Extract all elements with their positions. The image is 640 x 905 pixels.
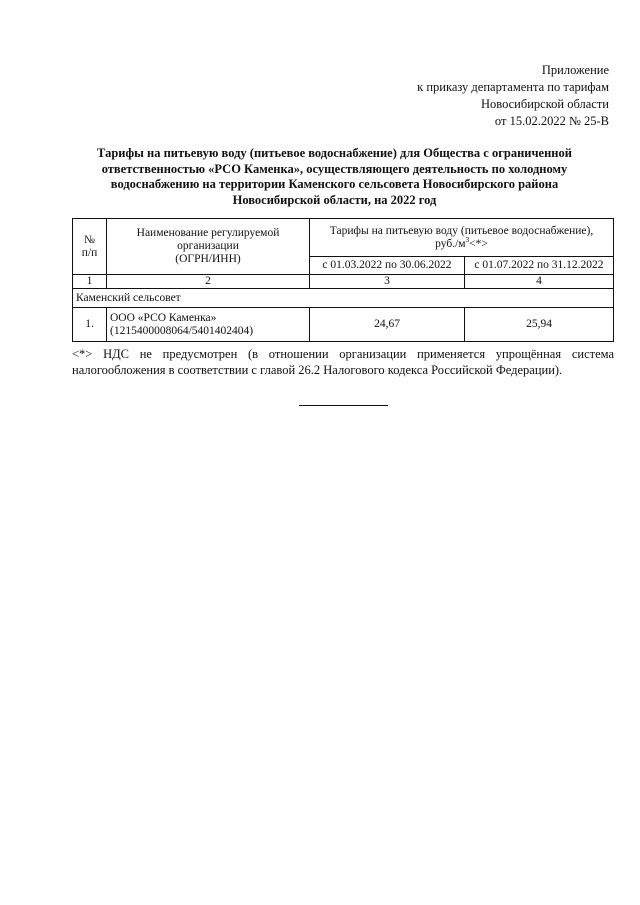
column-number: 4 [465,275,614,289]
tariffs-table [72,218,614,342]
row-tariff-period-2: 25,94 [465,308,614,342]
row-organization [107,308,310,342]
appendix-label: Приложение [541,63,609,77]
title-line: Новосибирской области, на 2022 год [232,192,437,207]
appendix-header [417,62,609,130]
footnote: <*> НДС не предусмотрен (в отношении организации применяется упрощённая система налогообложения в соответствии с главой 26.2 Налогового кодекса Российской Федерации). [72,347,614,377]
table-column-numbers-row [73,275,614,289]
unit-superscript: 3 [465,235,470,244]
column-number: 1 [73,275,107,289]
header-number-abbr: п/п [81,246,98,259]
organization-ids: (1215400008064/5401402404) [110,324,254,337]
title-line: Тарифы на питьевую воду (питьевое водоснабжение) для Общества с ограниченной [97,146,572,160]
appendix-region: Новосибирской области [480,97,609,111]
section-label: Каменский сельсовет [73,289,614,308]
unit-text: руб./м [435,237,466,250]
document-title [72,146,597,208]
title-line: ответственностью «РСО Каменка», осуществляющего деятельность по холодному [101,161,568,176]
header-organization-line: (ОГРН/ИНН) [175,253,241,265]
table-row [73,308,614,342]
end-divider [299,405,388,406]
table-header-row [73,219,614,257]
header-tariffs [310,219,614,257]
row-number: 1. [73,308,107,342]
footnote-ref: <*> [469,237,488,250]
header-number [73,219,107,275]
header-organization-line: Наименование регулируемой [136,227,280,239]
header-tariffs-line: Тарифы на питьевую воду (питьевое водоснабжение), [329,224,594,237]
title-line: водоснабжению на территории Каменского сельсовета Новосибирского района [110,177,559,192]
header-organization-line: организации [177,240,239,252]
table-section-row [73,289,614,308]
appendix-order-ref: к приказу департамента по тарифам [417,80,609,94]
organization-name: ООО «РСО Каменка» [110,311,217,324]
header-tariffs-unit [313,235,610,251]
column-number: 2 [107,275,310,289]
appendix-date-number: от 15.02.2022 № 25-В [494,114,609,128]
header-organization [107,219,310,275]
header-period-2: с 01.07.2022 по 31.12.2022 [465,257,614,275]
header-number-symbol: № [84,233,95,246]
column-number: 3 [310,275,465,289]
row-tariff-period-1: 24,67 [310,308,465,342]
header-period-1: с 01.03.2022 по 30.06.2022 [310,257,465,275]
